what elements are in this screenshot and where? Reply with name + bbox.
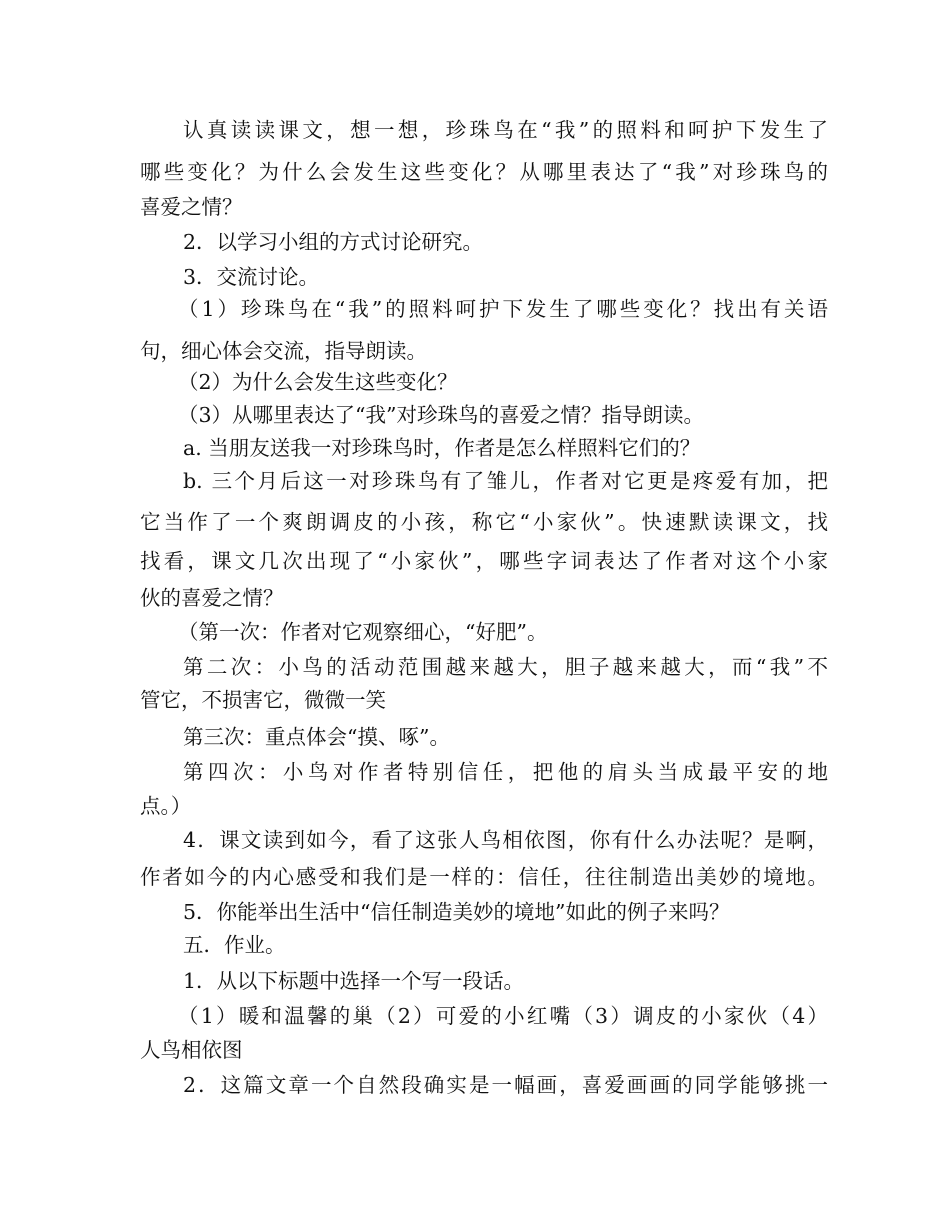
paragraph-line: 第二次：小鸟的活动范围越来越大，胆子越来越大，而“我”不 [183,655,828,679]
paragraph-line: 人鸟相依图 [140,1038,243,1062]
paragraph-line: 句，细心体会交流，指导朗读。 [140,339,427,363]
paragraph-line: （1）暖和温馨的巢（2）可爱的小红嘴（3）调皮的小家伙（4） [178,1004,828,1028]
paragraph-line: 管它，不损害它，微微一笑 [140,688,386,712]
paragraph-line: （3）从哪里表达了“我”对珍珠鸟的喜爱之情？指导朗读。 [178,403,705,427]
paragraph-line: （1）珍珠鸟在“我”的照料呵护下发生了哪些变化？找出有关语 [178,297,828,321]
paragraph-line: 3．交流讨论。 [183,265,320,289]
paragraph-line: 认真读读课文，想一想，珍珠鸟在“我”的照料和呵护下发生了 [183,118,828,142]
paragraph-line: 5．你能举出生活中“信任制造美妙的境地”如此的例子来吗？ [183,900,730,924]
paragraph-line: 1．从以下标题中选择一个写一段话。 [183,969,525,993]
paragraph-line: 点。） [140,794,192,818]
paragraph-line: （2）为什么会发生这些变化？ [178,370,458,394]
paragraph-line: （第一次：作者对它观察细心，“好肥”。 [178,620,548,644]
paragraph-line: a. 当朋友送我一对珍珠鸟时，作者是怎么样照料它们的？ [183,436,701,460]
paragraph-line: 它当作了一个爽朗调皮的小孩，称它“小家伙”。快速默读课文，找 [140,510,828,534]
paragraph-line: 哪些变化？为什么会发生这些变化？从哪里表达了“我”对珍珠鸟的 [140,160,828,184]
paragraph-line: 2．这篇文章一个自然段确实是一幅画，喜爱画画的同学能够挑一 [183,1073,828,1097]
paragraph-line: 五．作业。 [183,933,286,957]
paragraph-line: 找看，课文几次出现了“小家伙”，哪些字词表达了作者对这个小家 [140,549,828,573]
paragraph-line: 4．课文读到如今，看了这张人鸟相依图，你有什么办法呢？是啊， [183,828,828,852]
paragraph-line: 2．以学习小组的方式讨论研究。 [183,230,484,254]
paragraph-line: 伙的喜爱之情？ [140,586,284,610]
paragraph-line: 作者如今的内心感受和我们是一样的：信任，往往制造出美妙的境地。 [140,865,828,889]
paragraph-line: b. 三个月后这一对珍珠鸟有了雏儿，作者对它更是疼爱有加，把 [183,469,828,493]
paragraph-line: 第四次：小鸟对作者特别信任，把他的肩头当成最平安的地 [183,760,828,784]
paragraph-line: 第三次：重点体会“摸、啄”。 [183,725,450,749]
paragraph-line: 喜爱之情？ [140,195,243,219]
